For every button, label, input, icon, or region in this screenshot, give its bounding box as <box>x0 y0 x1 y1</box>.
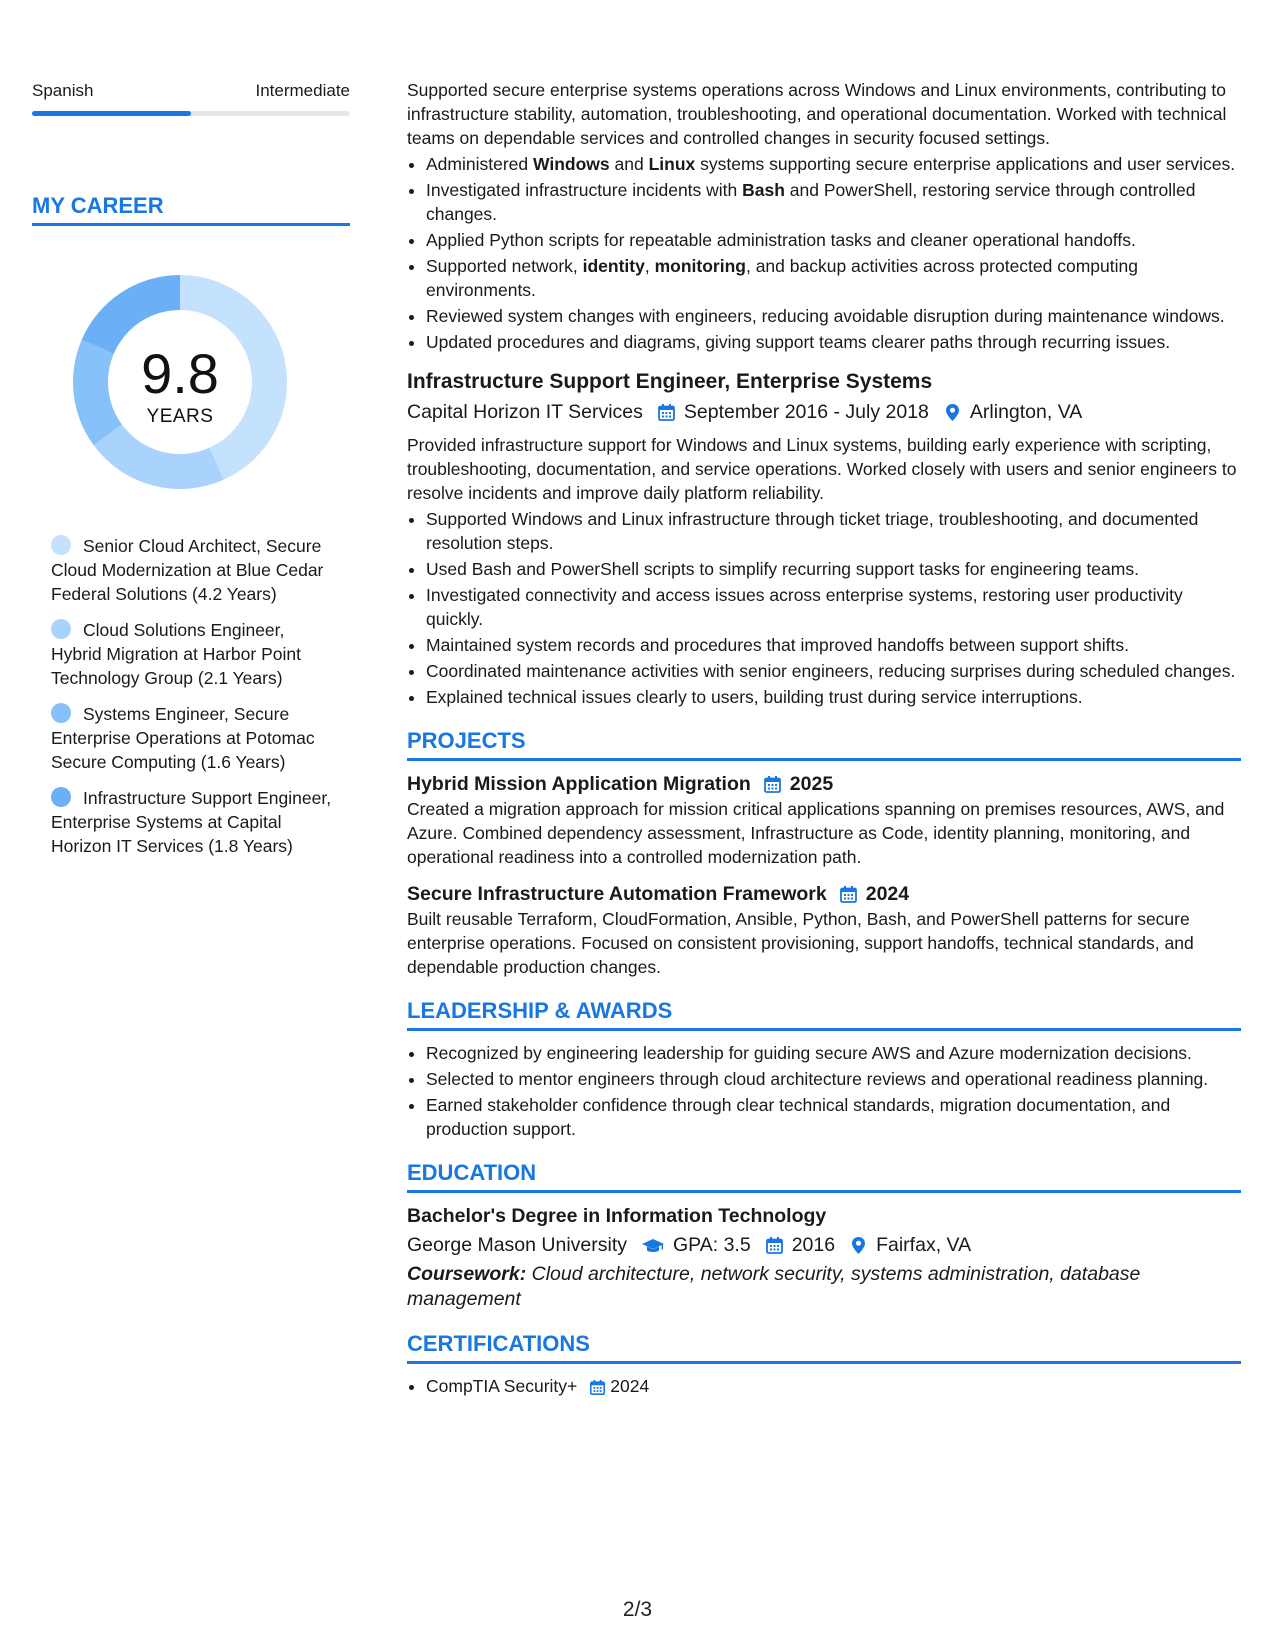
career-years-unit: YEARS <box>146 406 214 427</box>
main-content <box>407 78 1241 1400</box>
certification-item <box>426 1374 1241 1398</box>
legend-dot <box>51 787 71 807</box>
certification-name: • CompTIA Security+ <box>426 1376 578 1396</box>
job-meta <box>407 399 1241 425</box>
experience-summary: Supported secure enterprise systems operations across Windows and Linux environments, contributing to infrastructure stability, automation, troubleshooting, and operational documentation. Worked with technical teams on dependable services and controlled changes in security focused settings. <box>407 80 1227 148</box>
legend-item <box>51 786 337 858</box>
career-total-years: 9.8 <box>141 342 219 405</box>
language-bar <box>32 111 350 116</box>
job-title: Infrastructure Support Engineer, Enterprise Systems <box>407 370 933 393</box>
legend-label: Cloud Solutions Engineer, Hybrid Migration at Harbor Point Technology Group (2.1 Years) <box>51 620 301 688</box>
project-year: 2025 <box>789 773 834 795</box>
education-location: Fairfax, VA <box>876 1234 972 1256</box>
calendar-icon <box>765 1236 784 1255</box>
sidebar <box>32 80 350 870</box>
education-heading: EDUCATION <box>407 1159 1241 1193</box>
language-name: Spanish <box>32 81 94 100</box>
leadership-item: • Earned stakeholder confidence through clear technical standards, migration documentation, and production support. <box>426 1093 1241 1141</box>
language-block <box>32 80 350 116</box>
legend-dot <box>51 535 71 555</box>
legend-dot <box>51 703 71 723</box>
calendar-icon <box>589 1378 606 1395</box>
legend-item <box>51 618 337 690</box>
graduation-cap-icon <box>641 1236 665 1255</box>
bullet-item: • Reviewed system changes with engineers, reducing avoidable disruption during maintenance windows. <box>426 304 1241 328</box>
projects-heading: PROJECTS <box>407 727 1241 761</box>
project-title-row <box>407 771 1241 797</box>
certification-year: 2024 <box>610 1376 650 1396</box>
leadership-heading: LEADERSHIP & AWARDS <box>407 997 1241 1031</box>
legend-item <box>51 702 337 774</box>
job-location: Arlington, VA <box>969 401 1083 423</box>
project-title: Hybrid Mission Application Migration <box>407 773 751 795</box>
map-pin-icon <box>849 1236 868 1255</box>
language-bar-fill <box>32 111 191 116</box>
legend-item <box>51 534 337 606</box>
education-degree: Bachelor's Degree in Information Technology <box>407 1205 827 1227</box>
career-legend <box>51 534 337 858</box>
project-description: Created a migration approach for mission critical applications spanning on premises resources, AWS, and Azure. Combined dependency assessment, Infrastructure as Code, identity planning, monitoring, and operational readiness into a controlled modernization path. <box>407 799 1225 867</box>
leadership-item: • Recognized by engineering leadership for guiding secure AWS and Azure modernization decisions. <box>426 1041 1241 1065</box>
bullet-item: • Updated procedures and diagrams, giving support teams clearer paths through recurring issues. <box>426 330 1241 354</box>
project-item <box>407 771 1241 869</box>
project-description: Built reusable Terraform, CloudFormation, Ansible, Python, Bash, and PowerShell patterns for secure enterprise operations. Focused on consistent provisioning, support handoffs, technical standards, and dependable production changes. <box>407 909 1194 977</box>
bullet-item: • Applied Python scripts for repeatable administration tasks and cleaner operational handoffs. <box>426 228 1241 252</box>
education-year: 2016 <box>791 1234 836 1256</box>
bullet-item: • Supported Windows and Linux infrastructure through ticket triage, troubleshooting, and documented resolution steps. <box>426 507 1241 555</box>
project-title: Secure Infrastructure Automation Framework <box>407 883 827 905</box>
project-title-row <box>407 881 1241 907</box>
language-level: Intermediate <box>255 81 350 100</box>
experience-bullets <box>407 152 1241 354</box>
calendar-icon <box>657 403 676 422</box>
leadership-item: • Selected to mentor engineers through cloud architecture reviews and operational readiness planning. <box>426 1067 1241 1091</box>
job-dates: September 2016 - July 2018 <box>683 401 929 423</box>
education-meta <box>407 1232 1241 1258</box>
legend-label: Systems Engineer, Secure Enterprise Operations at Potomac Secure Computing (1.6 Years) <box>51 704 315 772</box>
bullet-item: • Maintained system records and procedures that improved handoffs between support shifts. <box>426 633 1241 657</box>
career-heading: MY CAREER <box>32 192 350 226</box>
coursework-text: Cloud architecture, network security, systems administration, database management <box>407 1263 1141 1310</box>
page-number: 2/3 <box>622 1598 653 1621</box>
job-company: Capital Horizon IT Services <box>407 401 643 423</box>
bullet-item: • Investigated connectivity and access issues across enterprise systems, restoring user productivity quickly. <box>426 583 1241 631</box>
donut-center <box>66 268 294 496</box>
bullet-item: • Used Bash and PowerShell scripts to simplify recurring support tasks for engineering teams. <box>426 557 1241 581</box>
bullet-item: • Administered Windows and Linux systems supporting secure enterprise applications and user services. <box>426 152 1241 176</box>
calendar-icon <box>839 885 858 904</box>
project-year: 2024 <box>865 883 910 905</box>
language-row <box>32 80 350 102</box>
education-school: George Mason University <box>407 1234 628 1256</box>
education-gpa: GPA: 3.5 <box>673 1234 751 1256</box>
bullet-item: • Coordinated maintenance activities with senior engineers, reducing surprises during scheduled changes. <box>426 659 1241 683</box>
career-donut <box>66 268 294 496</box>
education-coursework <box>407 1262 1241 1312</box>
job-summary: Provided infrastructure support for Windows and Linux systems, building early experience with scripting, troubleshooting, documentation, and service operations. Worked closely with users and senior engineers to resolve incidents and improve daily platform reliability. <box>407 435 1237 503</box>
job-bullets <box>407 507 1241 709</box>
legend-dot <box>51 619 71 639</box>
projects-list <box>407 771 1241 979</box>
bullet-item: • Supported network, identity, monitoring, and backup activities across protected computing environments. <box>426 254 1241 302</box>
certifications-heading: CERTIFICATIONS <box>407 1330 1241 1364</box>
certifications-list <box>407 1374 1241 1398</box>
bullet-item: • Investigated infrastructure incidents with Bash and PowerShell, restoring service through controlled changes. <box>426 178 1241 226</box>
project-item <box>407 881 1241 979</box>
coursework-label: Coursework: <box>407 1263 527 1285</box>
leadership-list <box>407 1041 1241 1141</box>
certification-row <box>426 1374 1241 1398</box>
map-pin-icon <box>943 403 962 422</box>
bullet-item: • Explained technical issues clearly to users, building trust during service interruptions. <box>426 685 1241 709</box>
calendar-icon <box>763 775 782 794</box>
legend-label: Infrastructure Support Engineer, Enterprise Systems at Capital Horizon IT Services (1.8 Years) <box>51 788 332 856</box>
legend-label: Senior Cloud Architect, Secure Cloud Modernization at Blue Cedar Federal Solutions (4.2 Years) <box>51 536 324 604</box>
